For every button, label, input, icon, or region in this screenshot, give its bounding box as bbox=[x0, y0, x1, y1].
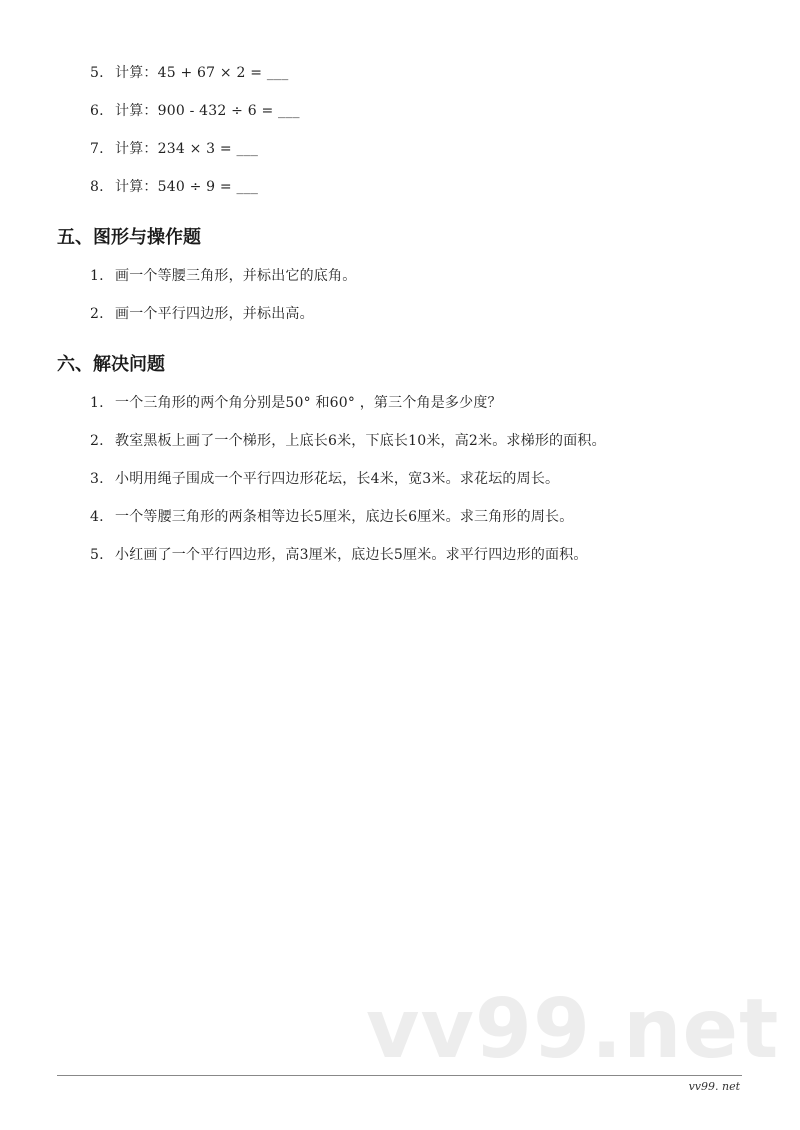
geometry-question-1 bbox=[90, 267, 356, 285]
footer-site-label: vv99. net bbox=[688, 1080, 740, 1093]
problem-question-5 bbox=[90, 546, 588, 564]
problem-question-4 bbox=[90, 508, 573, 526]
calc-question-7 bbox=[90, 140, 258, 158]
question-text: 计算：234 × 3 = ___ bbox=[115, 141, 259, 157]
calc-question-5 bbox=[90, 64, 288, 82]
question-number: 3. bbox=[90, 471, 104, 487]
problem-question-3 bbox=[90, 470, 559, 488]
geometry-question-2 bbox=[90, 305, 314, 323]
question-number: 5. bbox=[90, 65, 104, 81]
question-text: 一个三角形的两个角分别是50° 和60° ，第三个角是多少度？ bbox=[115, 395, 502, 411]
problem-question-1 bbox=[90, 394, 502, 412]
question-number: 1. bbox=[90, 268, 104, 284]
question-number: 4. bbox=[90, 509, 104, 525]
question-number: 1. bbox=[90, 395, 104, 411]
question-text: 计算：900 - 432 ÷ 6 = ___ bbox=[115, 103, 300, 119]
calc-question-6 bbox=[90, 102, 300, 120]
question-text: 教室黑板上画了一个梯形，上底长6米，下底长10米，高2米。求梯形的面积。 bbox=[115, 433, 606, 449]
problem-question-2 bbox=[90, 432, 606, 450]
question-number: 6. bbox=[90, 103, 104, 119]
question-text: 计算：540 ÷ 9 = ___ bbox=[115, 179, 259, 195]
question-text: 计算：45 + 67 × 2 = ___ bbox=[115, 65, 289, 81]
section-heading-problems: 六、解决问题 bbox=[57, 354, 165, 375]
question-text: 画一个等腰三角形，并标出它的底角。 bbox=[115, 268, 357, 284]
footer-divider bbox=[57, 1075, 742, 1076]
site-watermark: vv99.net bbox=[366, 982, 780, 1077]
question-text: 一个等腰三角形的两条相等边长5厘米，底边长6厘米。求三角形的周长。 bbox=[115, 509, 574, 525]
question-number: 2. bbox=[90, 306, 104, 322]
question-number: 5. bbox=[90, 547, 104, 563]
question-text: 小明用绳子围成一个平行四边形花坛，长4米，宽3米。求花坛的周长。 bbox=[115, 471, 560, 487]
question-number: 2. bbox=[90, 433, 104, 449]
question-number: 7. bbox=[90, 141, 104, 157]
question-text: 画一个平行四边形，并标出高。 bbox=[115, 306, 314, 322]
question-number: 8. bbox=[90, 179, 104, 195]
question-text: 小红画了一个平行四边形，高3厘米，底边长5厘米。求平行四边形的面积。 bbox=[115, 547, 588, 563]
section-heading-geometry: 五、图形与操作题 bbox=[57, 227, 201, 248]
calc-question-8 bbox=[90, 178, 258, 196]
